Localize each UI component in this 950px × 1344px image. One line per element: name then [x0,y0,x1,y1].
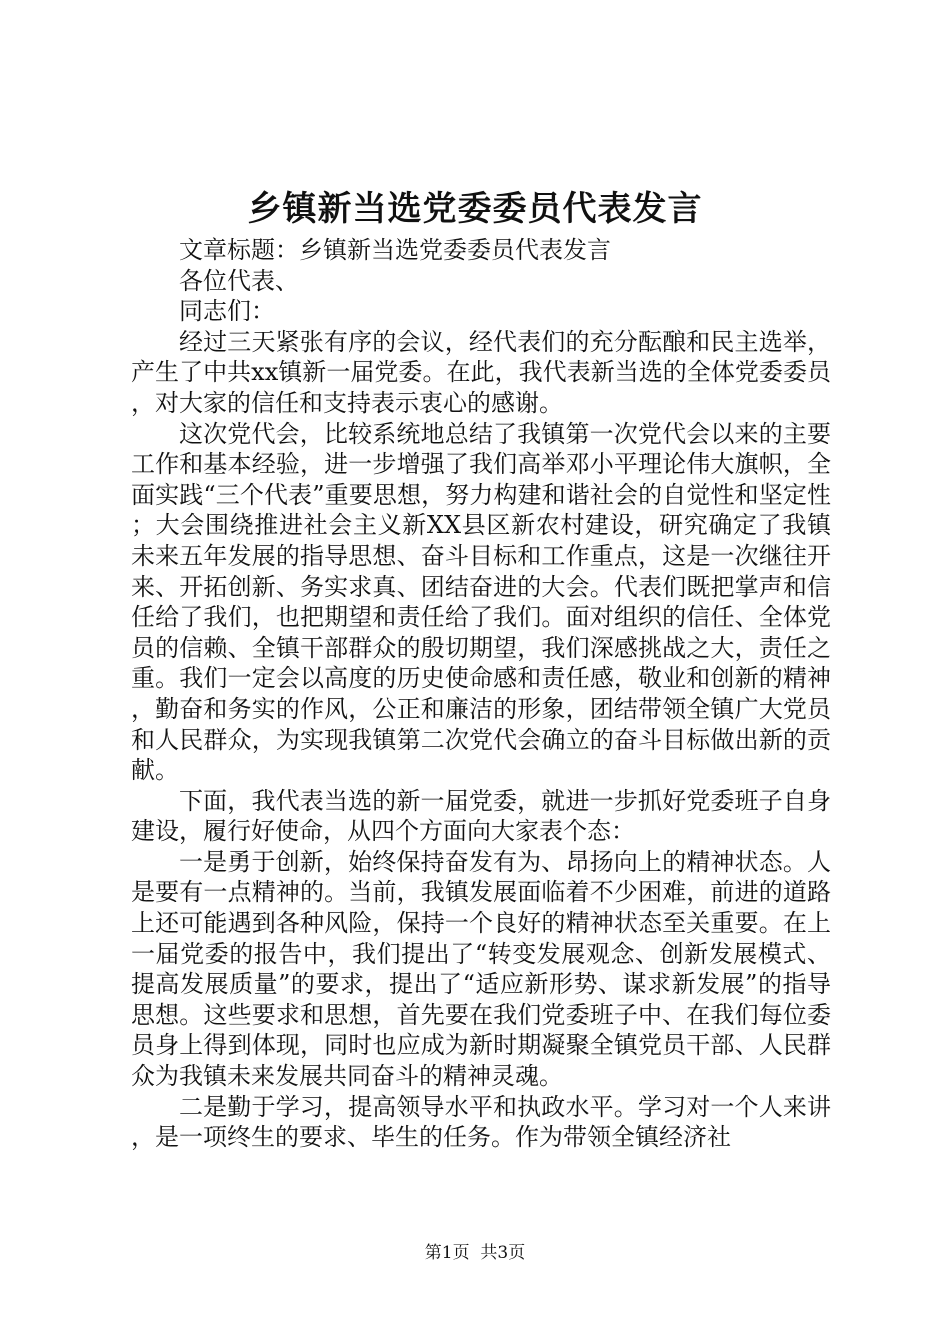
paragraph-commitment-two: 二是勤于学习，提高领导水平和执政水平。学习对一个人来讲，是一项终生的要求、毕生的任务。作为带领全镇经济社 [131,1092,831,1152]
page-footer: 第1页 共3页 [424,1243,526,1263]
paragraph-congress-summary: 这次党代会，比较系统地总结了我镇第一次党代会以来的主要工作和基本经验，进一步增强了我们高举邓小平理论伟大旗帜，全面实践“三个代表”重要思想，努力构建和谐社会的自觉性和坚定性；大会围绕推进社会主义新XX县区新农村建设，研究确定了我镇未来五年发展的指导思想、奋斗目标和工作重点，这是一次继往开来、开拓创新、务实求真、团结奋进的大会。代表们既把掌声和信任给了我们，也把期望和责任给了我们。面对组织的信任、全体党员的信赖、全镇干部群众的殷切期望，我们深感挑战之大，责任之重。我们一定会以高度的历史使命感和责任感，敬业和创新的精神，勤奋和务实的作风，公正和廉洁的形象，团结带领全镇广大党员和人民群众，为实现我镇第二次党代会确立的奋斗目标做出新的贡献。 [131,419,831,785]
document-title: 乡镇新当选党委委员代表发言 [247,189,703,229]
paragraph-commitment-one: 一是勇于创新，始终保持奋发有为、昂扬向上的精神状态。人是要有一点精神的。当前，我镇发展面临着不少困难，前进的道路上还可能遇到各种风险，保持一个良好的精神状态至关重要。在上一届党委的报告中，我们提出了“转变发展观念、创新发展模式、提高发展质量”的要求，提出了“适应新形势、谋求新发展”的指导思想。这些要求和思想，首先要在我们党委班子中、在我们每位委员身上得到体现，同时也应成为新时期凝聚全镇党员干部、人民群众为我镇未来发展共同奋斗的精神灵魂。 [131,847,831,1091]
document-body [131,235,831,1153]
article-title-line: 文章标题：乡镇新当选党委委员代表发言 [179,236,611,264]
paragraph-four-commitments-intro: 下面，我代表当选的新一届党委，就进一步抓好党委班子自身建设，履行好使命，从四个方面向大家表个态： [131,786,831,846]
salutation-comrades: 同志们： [179,297,275,326]
paragraph-thanks: 经过三天紧张有序的会议，经代表们的充分酝酿和民主选举，产生了中共xx镇新一届党委。在此，我代表新当选的全体党委委员，对大家的信任和支持表示衷心的感谢。 [131,327,831,417]
salutation-delegates: 各位代表、 [179,266,299,295]
